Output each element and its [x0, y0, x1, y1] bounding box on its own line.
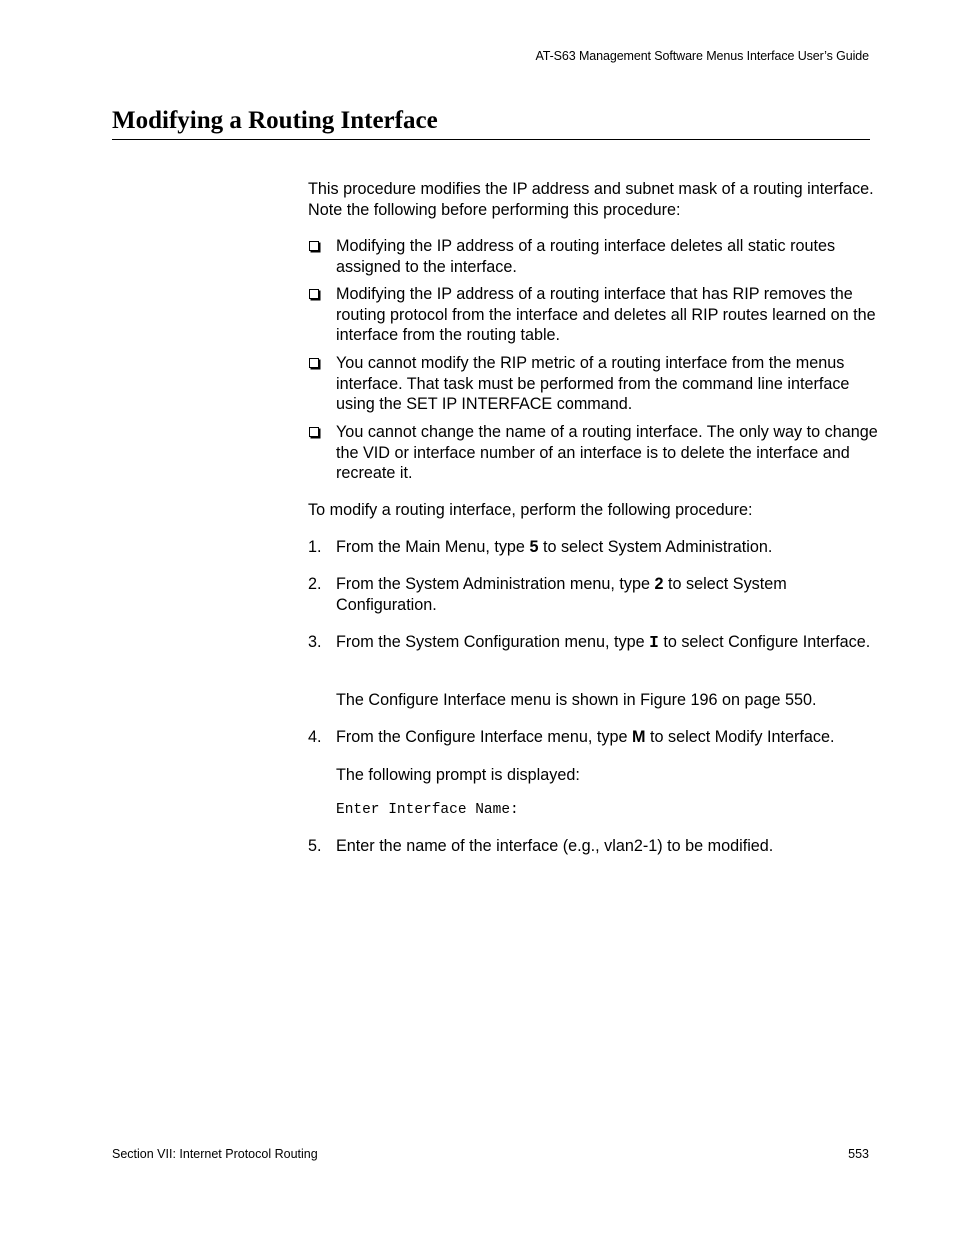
- guide-title: AT-S63 Management Software Menus Interface User’s Guide: [535, 49, 869, 63]
- step-number: 3.: [308, 633, 322, 651]
- step-text: From the Configure Interface menu, type M to select Modify Interface.: [336, 728, 835, 746]
- checkbox-bullet-icon: [309, 358, 319, 368]
- step-note: The following prompt is displayed:: [336, 766, 580, 784]
- page-number: 553: [848, 1147, 869, 1161]
- checkbox-bullet-icon: [309, 289, 319, 299]
- step-number: 2.: [308, 575, 322, 593]
- intro-paragraph: This procedure modifies the IP address and subnet mask of a routing interface. Note the following before performing this procedure:: [308, 180, 874, 219]
- key-label: 2: [654, 575, 664, 593]
- footer-section-label: Section VII: Internet Protocol Routing: [112, 1147, 318, 1161]
- key-label: I: [649, 634, 659, 652]
- step-text: Enter the name of the interface (e.g., vlan2-1) to be modified.: [336, 837, 774, 855]
- procedure-intro: To modify a routing interface, perform the following procedure:: [308, 501, 753, 519]
- step-text: From the Main Menu, type 5 to select System Administration.: [336, 538, 773, 556]
- key-label: 5: [529, 538, 539, 556]
- note-text: Modifying the IP address of a routing interface deletes all static routes assigned to the interface.: [336, 237, 836, 276]
- prompt-code: Enter Interface Name:: [336, 802, 519, 818]
- step-note: The Configure Interface menu is shown in Figure 196 on page 550.: [336, 691, 817, 709]
- page-title: Modifying a Routing Interface: [112, 107, 438, 134]
- step-number: 4.: [308, 728, 322, 746]
- title-divider: [112, 139, 870, 140]
- step-text: From the System Administration menu, type 2 to select System Configuration.: [336, 575, 787, 614]
- step-number: 1.: [308, 538, 322, 556]
- checkbox-bullet-icon: [309, 241, 319, 251]
- note-text: You cannot change the name of a routing interface. The only way to change the VID or interface number of an interface is to delete the interface and recreate it.: [336, 423, 878, 482]
- step-text: From the System Configuration menu, type I to select Configure Interface.: [336, 633, 871, 652]
- checkbox-bullet-icon: [309, 427, 319, 437]
- key-label: M: [632, 728, 646, 746]
- step-number: 5.: [308, 837, 322, 855]
- note-text: You cannot modify the RIP metric of a routing interface from the menus interface. That task must be performed from the command line interface using the SET IP INTERFACE command.: [336, 354, 850, 413]
- note-text: Modifying the IP address of a routing interface that has RIP removes the routing protocol from the interface and deletes all RIP routes learned on the interface from the routing table.: [336, 285, 876, 344]
